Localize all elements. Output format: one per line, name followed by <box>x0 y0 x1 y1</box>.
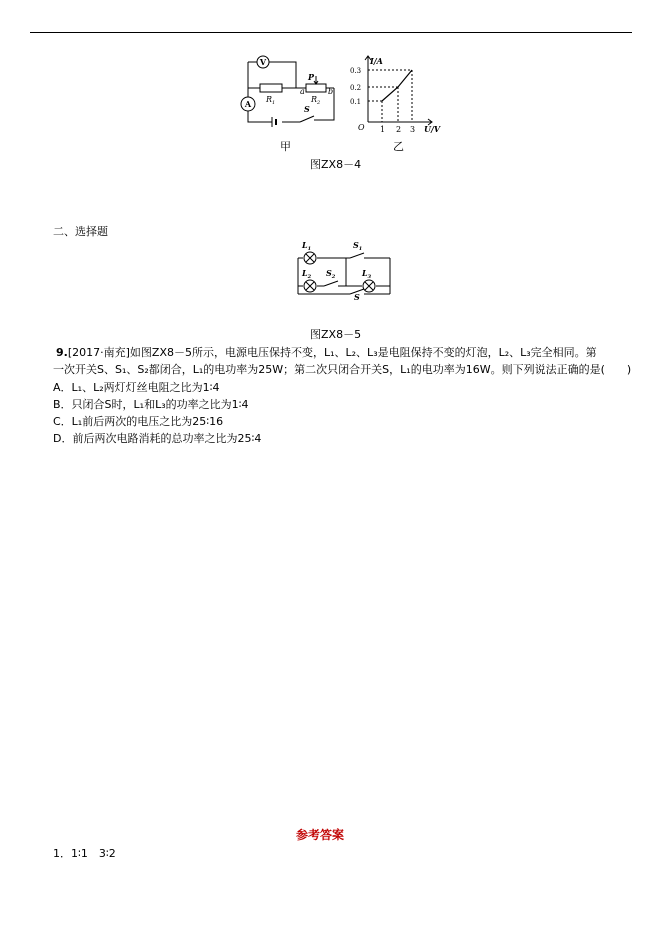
question-9-line-2: 一次开关S、S₁、S₂都闭合，L₁的电功率为25W；第二次只闭合开关S，L₁的电功率为16W。则下列说法正确的是( ) <box>53 363 632 376</box>
label-r1: $R_1$ <box>266 95 276 106</box>
x-tick: 2 <box>396 125 402 134</box>
resistor-r1 <box>260 84 282 92</box>
label-s2: $S_2$ <box>326 268 336 280</box>
svg-text:V: V <box>259 57 267 67</box>
voltmeter-icon <box>257 56 269 68</box>
switch-icon <box>300 116 314 122</box>
lamp-l2-icon <box>304 280 316 292</box>
y-tick: 0.3 <box>350 67 362 75</box>
label-a: a <box>300 87 305 96</box>
question-9-line-1 <box>56 344 597 361</box>
rheostat-r2 <box>306 84 326 92</box>
section-title: 二、选择题 <box>53 225 108 238</box>
label-p: P <box>308 72 315 82</box>
answers-title: 参考答案 <box>296 828 345 842</box>
option-b: B．只闭合S时，L₁和L₃的功率之比为1∶4 <box>53 398 249 411</box>
label-l2: $L_2$ <box>302 268 312 280</box>
label-b: b <box>328 87 334 96</box>
x-axis-label: U/V <box>424 124 441 134</box>
label-s: S <box>354 292 360 300</box>
iu-graph-yi <box>348 54 448 134</box>
figure-caption-zx8-5: 图ZX8－5 <box>310 328 362 341</box>
top-rule <box>30 32 632 33</box>
y-tick: 0.2 <box>350 84 362 92</box>
figure-caption-zx8-4: 图ZX8－4 <box>310 158 362 171</box>
circuit-diagram-jia <box>230 50 340 130</box>
y-tick: 0.1 <box>350 98 362 106</box>
origin-label: O <box>358 123 365 132</box>
label-yi: 乙 <box>393 140 404 153</box>
battery-icon <box>272 117 276 127</box>
label-l3: $L_3$ <box>362 268 372 280</box>
label-r2: $R_2$ <box>311 95 321 106</box>
label-jia: 甲 <box>280 140 291 153</box>
x-tick: 1 <box>380 125 386 134</box>
lamp-l1-icon <box>304 252 316 264</box>
figure-zx8-5 <box>290 238 400 300</box>
label-s: S <box>304 104 310 114</box>
ammeter-icon <box>241 97 255 111</box>
graph-line <box>382 70 412 101</box>
option-a: A．L₁、L₂两灯灯丝电阻之比为1∶4 <box>53 381 220 394</box>
option-d: D．前后两次电路消耗的总功率之比为25∶4 <box>53 432 262 445</box>
question-text: [2017·南充]如图ZX8－5所示，电源电压保持不变，L₁、L₂、L₃是电阻保持不变的灯泡，L₂、L₃完全相同。第 <box>67 346 597 359</box>
lamp-l3-icon <box>363 280 375 292</box>
figure-zx8-4 <box>230 50 450 160</box>
question-number: 9. <box>56 346 68 359</box>
svg-text:A: A <box>244 99 252 109</box>
answer-1: 1．1∶1 3∶2 <box>53 847 116 860</box>
x-tick: 3 <box>410 125 416 134</box>
label-l1: $L_1$ <box>302 240 312 252</box>
option-c: C．L₁前后两次的电压之比为25∶16 <box>53 415 224 428</box>
label-s1: $S_1$ <box>353 240 363 252</box>
y-axis-label: I/A <box>370 56 383 66</box>
slider-arrow-icon <box>314 76 318 84</box>
